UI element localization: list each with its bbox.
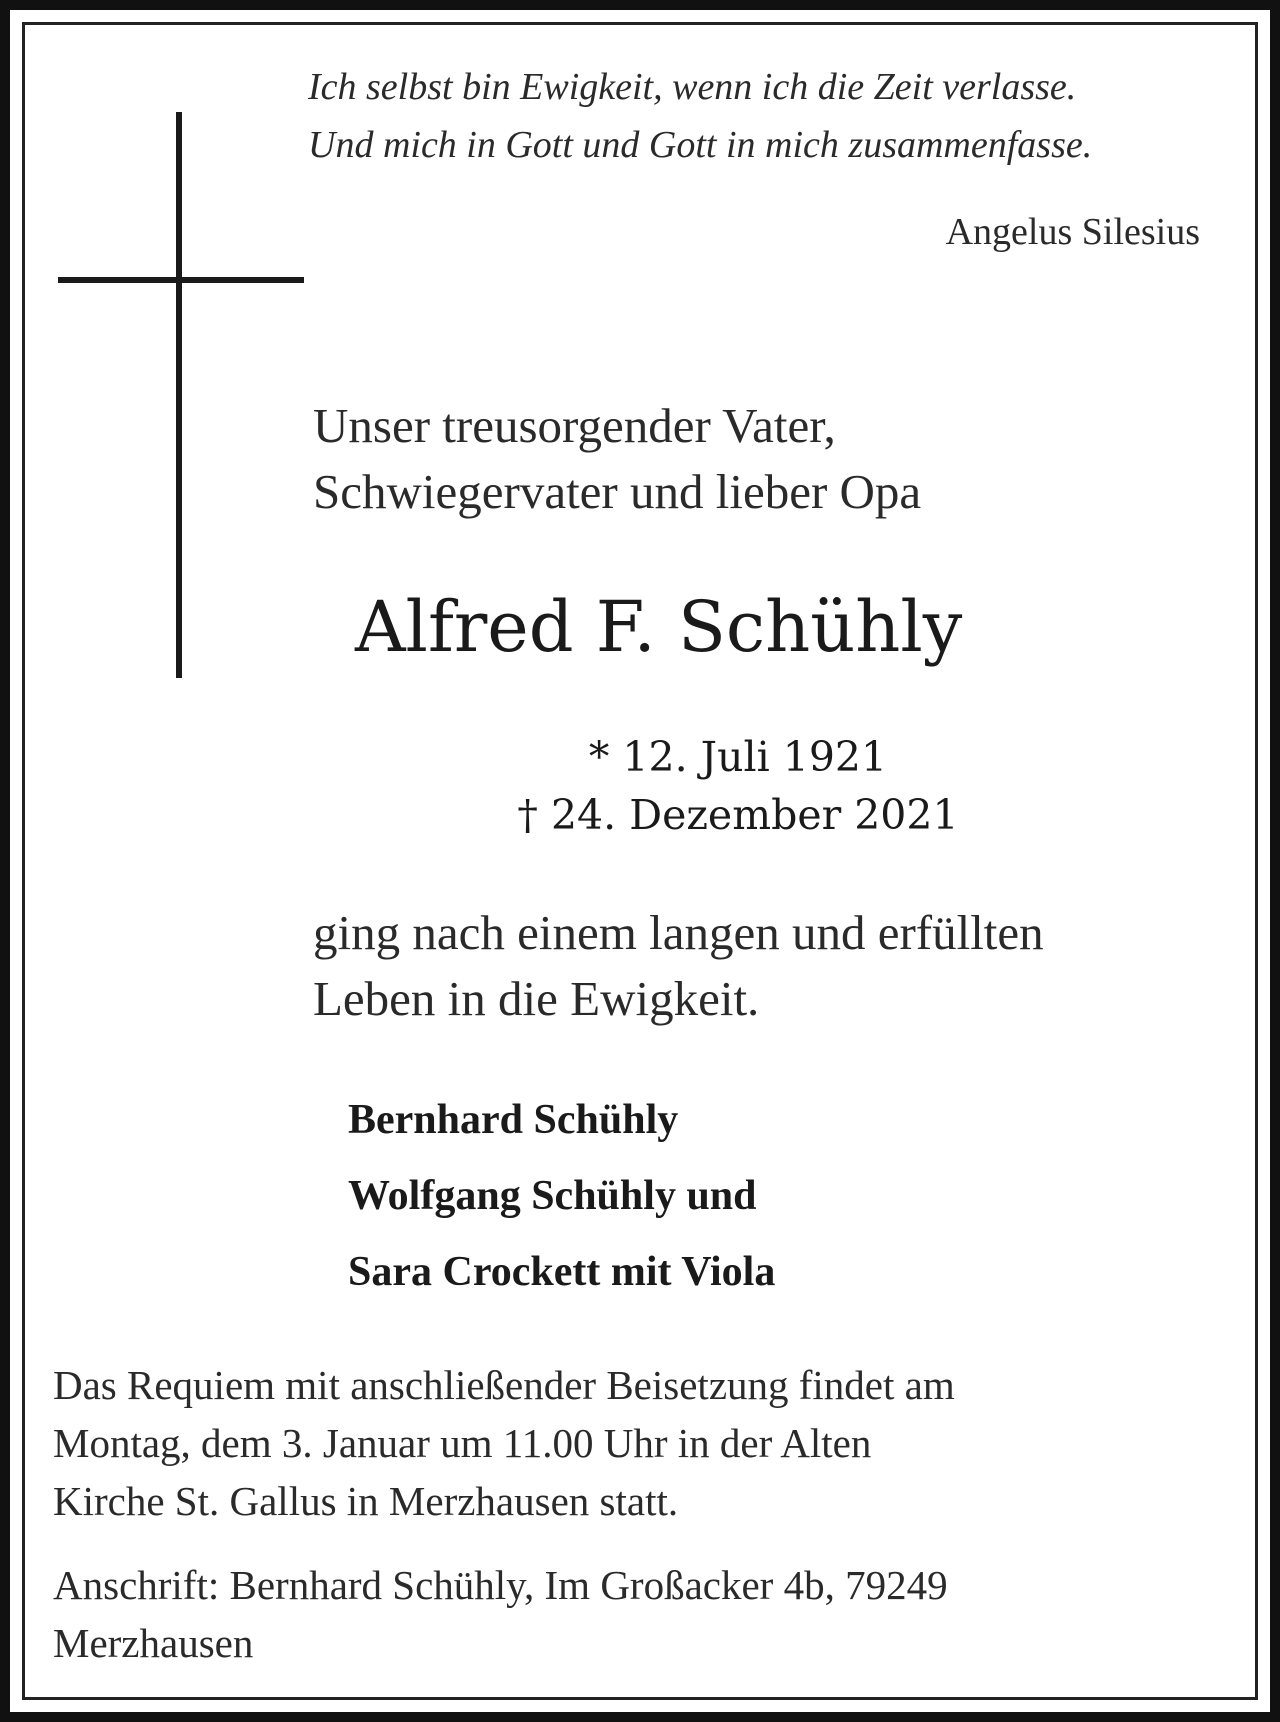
intro-line: Unser treusorgender Vater, xyxy=(313,398,836,453)
quote-line: Ich selbst bin Ewigkeit, wenn ich die Zeit verlasse. xyxy=(308,66,1077,108)
cross-vertical-bar xyxy=(176,112,182,678)
birth-date: * 12. Juli 1921 xyxy=(588,733,888,781)
requiem-line: Montag, dem 3. Januar um 11.00 Uhr in der Alten xyxy=(53,1420,872,1466)
mourners-list xyxy=(348,1082,775,1310)
address-line: Anschrift: Bernhard Schühly, Im Großacker 4b, 79249 xyxy=(53,1562,948,1608)
quote-author: Angelus Silesius xyxy=(945,211,1200,253)
passing-text xyxy=(313,900,1044,1032)
death-date: † 24. Dezember 2021 xyxy=(517,791,959,839)
intro-line: Schwiegervater und lieber Opa xyxy=(313,464,922,519)
mourner-name: Bernhard Schühly xyxy=(348,1097,679,1143)
quote-line: Und mich in Gott und Gott in mich zusammenfasse. xyxy=(308,124,1093,166)
requiem-notice xyxy=(53,1356,955,1530)
intro-text xyxy=(313,393,921,525)
passing-line: ging nach einem langen und erfüllten xyxy=(313,905,1044,960)
requiem-line: Das Requiem mit anschließender Beisetzung findet am xyxy=(53,1362,955,1408)
mourner-name: Sara Crockett mit Viola xyxy=(348,1249,776,1295)
address-notice xyxy=(53,1556,948,1672)
address-line: Merzhausen xyxy=(53,1620,254,1666)
mourner-name: Wolfgang Schühly und xyxy=(348,1173,757,1219)
cross-horizontal-bar xyxy=(58,277,304,283)
passing-line: Leben in die Ewigkeit. xyxy=(313,971,760,1026)
life-dates xyxy=(318,728,1158,844)
quote xyxy=(308,58,1228,174)
requiem-line: Kirche St. Gallus in Merzhausen statt. xyxy=(53,1478,679,1524)
deceased-name: Alfred F. Schühly xyxy=(355,586,963,668)
